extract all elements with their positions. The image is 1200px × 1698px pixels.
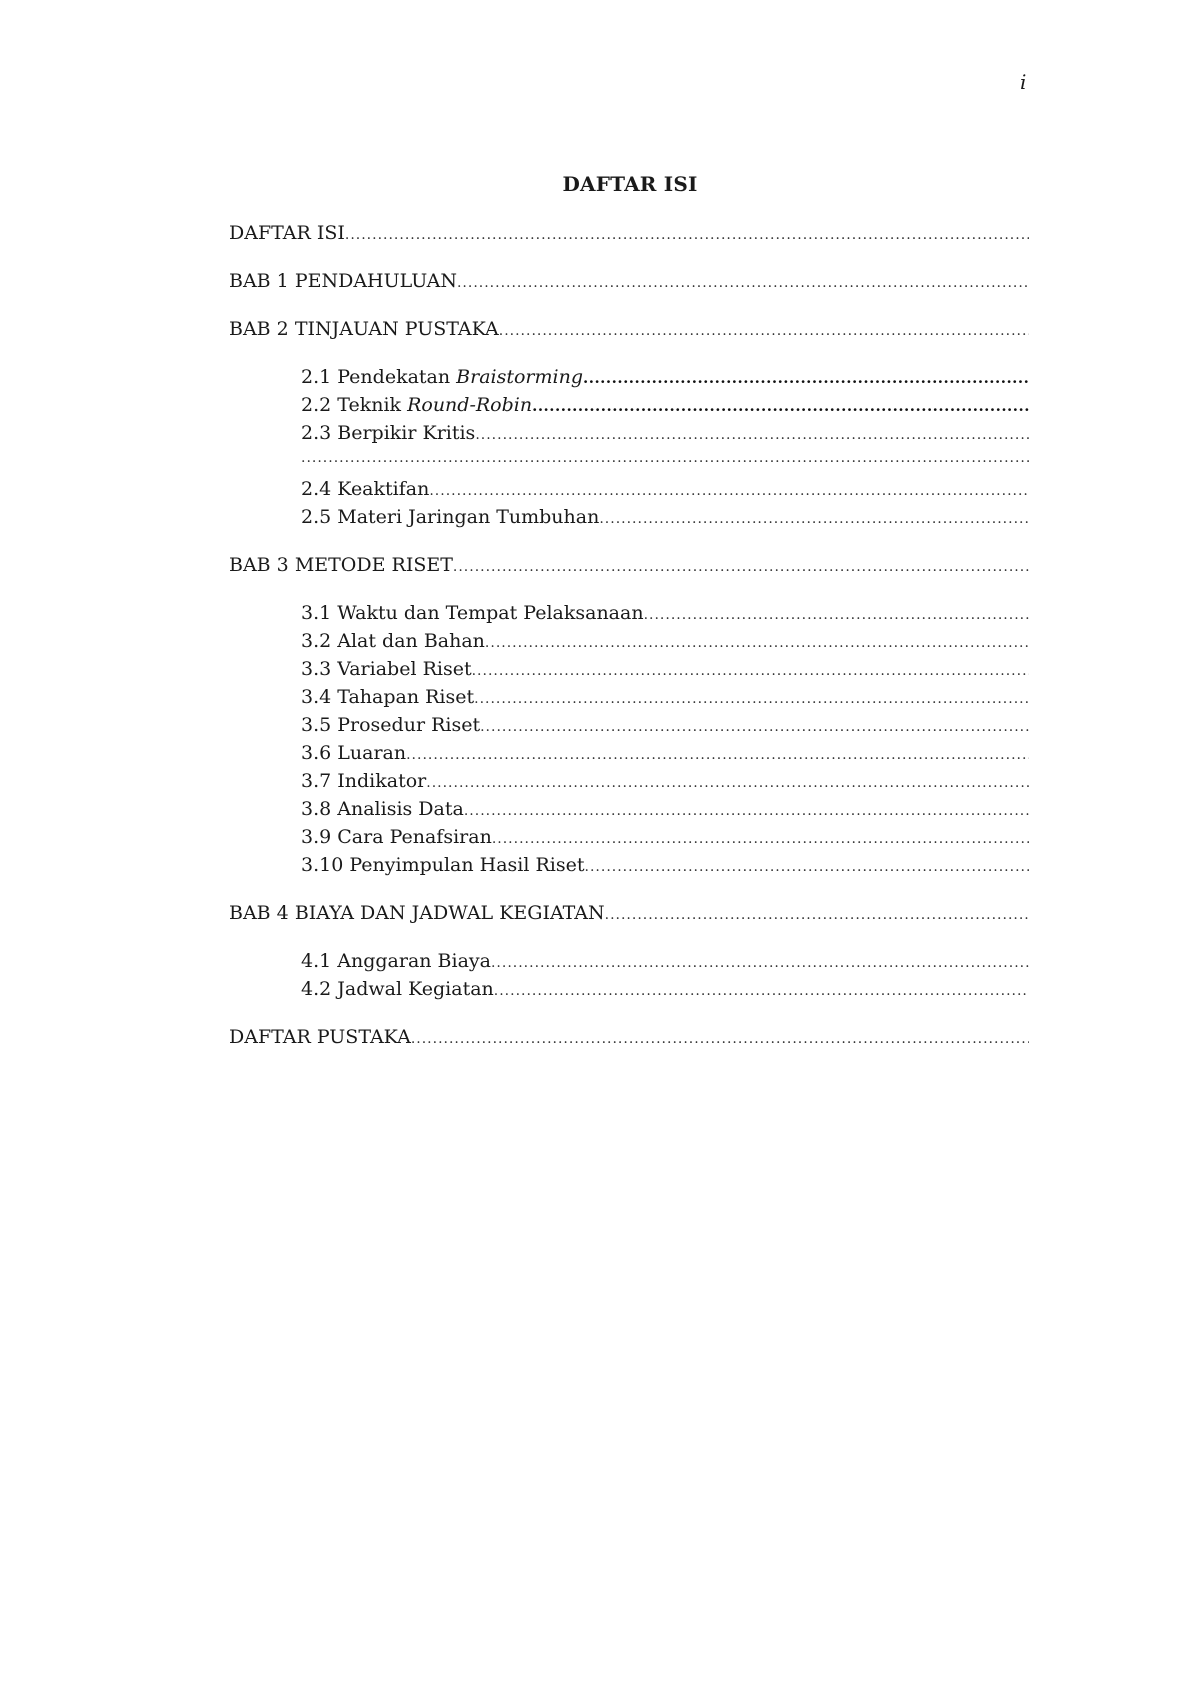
dot-leader — [585, 859, 1029, 875]
toc-entry-label: 3.1 Waktu dan Tempat Pelaksanaan — [301, 602, 644, 624]
dot-leader — [411, 1031, 1029, 1047]
toc-entry-label: 3.10 Penyimpulan Hasil Riset — [301, 854, 585, 876]
toc-entry-label: 3.5 Prosedur Riset — [301, 714, 481, 736]
toc-entry-2-2[interactable] — [229, 394, 1029, 422]
toc-entry-bab1[interactable] — [229, 270, 1029, 298]
toc-entry-2-5[interactable] — [229, 506, 1029, 534]
dot-leader — [453, 559, 1029, 575]
toc-entry-3-5[interactable] — [229, 714, 1029, 742]
document-title: DAFTAR ISI — [562, 172, 698, 196]
toc-entry-bab4[interactable] — [229, 902, 1029, 930]
dot-leader — [499, 323, 1029, 339]
dot-leader — [492, 831, 1029, 847]
toc-entry-3-8[interactable] — [229, 798, 1029, 826]
toc-entry-label: 4.1 Anggaran Biaya — [301, 950, 491, 972]
dot-leader — [429, 483, 1029, 499]
toc-entry-label: DAFTAR ISI — [229, 222, 345, 244]
dot-leader — [345, 227, 1029, 243]
dot-leader — [480, 719, 1029, 735]
toc-entry-3-3[interactable] — [229, 658, 1029, 686]
toc-entry-label: 2.3 Berpikir Kritis — [301, 422, 476, 444]
toc-entry-label: BAB 4 BIAYA DAN JADWAL KEGIATAN — [229, 902, 605, 924]
toc-entry-3-1[interactable] — [229, 602, 1029, 630]
dot-leader — [494, 983, 1029, 999]
dot-leader — [472, 663, 1029, 679]
toc-entry-3-10[interactable] — [229, 854, 1029, 882]
toc-entry-label: 2.5 Materi Jaringan Tumbuhan — [301, 506, 600, 528]
toc-entry-4-2[interactable] — [229, 978, 1029, 1006]
toc-entry-label: 3.4 Tahapan Riset — [301, 686, 475, 708]
toc-entry-3-2[interactable] — [229, 630, 1029, 658]
toc-entry-2-1[interactable] — [229, 366, 1029, 394]
dot-leader — [605, 907, 1029, 923]
toc-entry-label: 3.6 Luaran — [301, 742, 407, 764]
toc-entry-label: 2.1 Pendekatan Braistorming — [301, 366, 584, 388]
dot-leader — [426, 775, 1029, 791]
toc-entry-2-4[interactable] — [229, 478, 1029, 506]
toc-entry-label: BAB 3 METODE RISET — [229, 554, 453, 576]
toc-entry-daftar-pustaka[interactable] — [229, 1026, 1029, 1054]
toc-entry-3-4[interactable] — [229, 686, 1029, 714]
toc-entry-3-7[interactable] — [229, 770, 1029, 798]
dot-leader — [475, 427, 1029, 443]
dot-leader — [583, 369, 1029, 387]
toc-entry-3-6[interactable] — [229, 742, 1029, 770]
toc-entry-label: 4.2 Jadwal Kegiatan — [301, 978, 494, 1000]
dot-leader — [644, 607, 1029, 623]
toc-entry-bab3[interactable] — [229, 554, 1029, 582]
toc-entry-label: 3.8 Analisis Data — [301, 798, 464, 820]
italic-term: Round-Robin — [407, 394, 533, 416]
toc-entry-2-3-continuation — [229, 450, 1029, 478]
table-of-contents — [229, 222, 1029, 1054]
toc-entry-label: 3.9 Cara Penafsiran — [301, 826, 492, 848]
dot-leader — [474, 691, 1029, 707]
toc-entry-3-9[interactable] — [229, 826, 1029, 854]
toc-entry-2-3[interactable] — [229, 422, 1029, 450]
toc-entry-label: 2.2 Teknik Round-Robin — [301, 394, 533, 416]
page-number: i — [1020, 70, 1027, 94]
toc-entry-label: 2.4 Keaktifan — [301, 478, 430, 500]
toc-entry-label: DAFTAR PUSTAKA — [229, 1026, 411, 1048]
dot-leader — [464, 803, 1029, 819]
dot-leader — [457, 275, 1029, 291]
toc-entry-label: 3.7 Indikator — [301, 770, 427, 792]
toc-entry-bab2[interactable] — [229, 318, 1029, 346]
toc-entry-4-1[interactable] — [229, 950, 1029, 978]
dot-leader — [599, 511, 1029, 527]
toc-entry-daftar-isi[interactable] — [229, 222, 1029, 250]
italic-term: Braistorming — [456, 366, 584, 388]
toc-entry-label: 3.3 Variabel Riset — [301, 658, 472, 680]
dot-leader — [532, 397, 1029, 415]
dot-leader — [301, 450, 1029, 466]
dot-leader — [485, 635, 1029, 651]
toc-entry-label: BAB 1 PENDAHULUAN — [229, 270, 457, 292]
dot-leader — [406, 747, 1029, 763]
toc-entry-label: 3.2 Alat dan Bahan — [301, 630, 485, 652]
toc-entry-label: BAB 2 TINJAUAN PUSTAKA — [229, 318, 499, 340]
dot-leader — [491, 955, 1029, 971]
